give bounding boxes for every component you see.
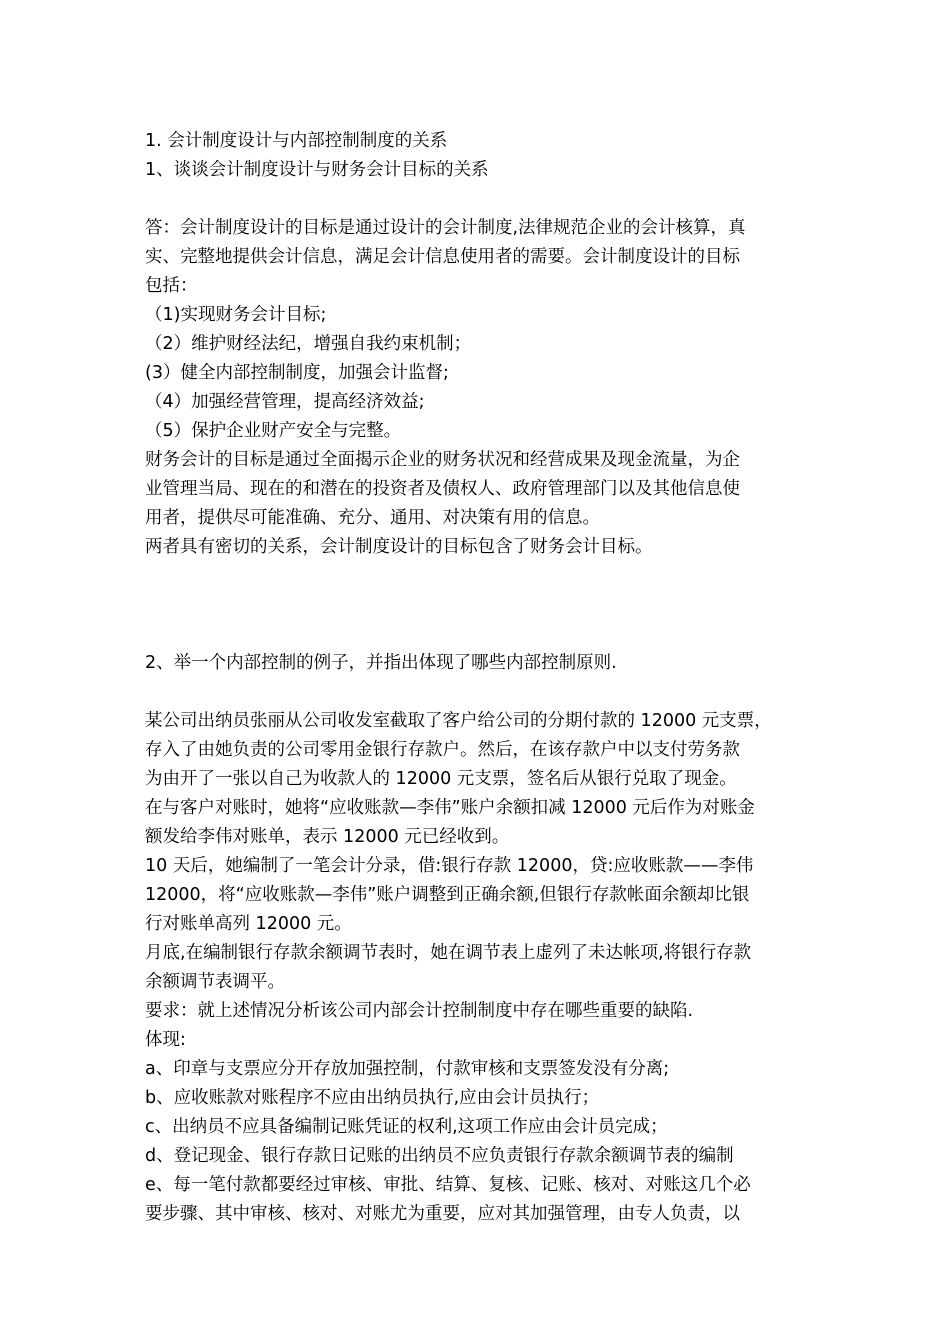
section-title: 1. 会计制度设计与内部控制制度的关系: [145, 131, 448, 151]
case-line: 行对账单高列 12000 元。: [145, 914, 352, 934]
case-line: 存入了由她负责的公司零用金银行存款户。然后，在该存款户中以支付劳务款: [145, 740, 740, 760]
goal-item: (3）健全内部控制制度，加强会计监督;: [145, 363, 449, 383]
question-1: 1、谈谈会计制度设计与财务会计目标的关系: [145, 160, 489, 180]
points-list: [145, 1055, 810, 1229]
financial-goal-paragraph: [145, 446, 810, 533]
point-item: 要步骤、其中审核、核对、对账尤为重要，应对其加强管理，由专人负责，以: [145, 1204, 740, 1224]
conclusion: 两者具有密切的关系，会计制度设计的目标包含了财务会计目标。: [145, 537, 653, 557]
document-body: [145, 127, 810, 1229]
goal-item: （2）维护财经法纪，增强自我约束机制；: [145, 334, 472, 354]
blank-space: [145, 562, 810, 649]
case-line: 某公司出纳员张丽从公司收发室截取了客户给公司的分期付款的 12000 元支票，: [145, 711, 772, 731]
goal-item: （1)实现财务会计目标;: [145, 305, 327, 325]
financial-goal-line: 财务会计的目标是通过全面揭示企业的财务状况和经营成果及现金流量，为企: [145, 450, 740, 470]
goals-list: [145, 301, 810, 446]
point-item: a、印章与支票应分开存放加强控制，付款审核和支票签发没有分离;: [145, 1059, 670, 1079]
requirement: 要求：就上述情况分析该公司内部会计控制制度中存在哪些重要的缺陷.: [145, 1001, 694, 1021]
case-line: 为由开了一张以自己为收款人的 12000 元支票，签名后从银行兑取了现金。: [145, 769, 737, 789]
goal-item: （5）保护企业财产安全与完整。: [145, 421, 402, 441]
case-line: 10 天后，她编制了一笔会计分录，借:银行存款 12000，贷:应收账款——李伟: [145, 856, 754, 876]
financial-goal-line: 业管理当局、现在的和潜在的投资者及债权人、政府管理部门以及其他信息使: [145, 479, 740, 499]
question-2: 2、举一个内部控制的例子，并指出体现了哪些内部控制原则.: [145, 653, 617, 673]
blank-line: [145, 185, 810, 214]
blank-line: [145, 678, 810, 707]
goal-item: （4）加强经营管理，提高经济效益;: [145, 392, 425, 412]
case-line: 额发给李伟对账单，表示 12000 元已经收到。: [145, 827, 510, 847]
case-line: 余额调节表调平。: [145, 972, 285, 992]
financial-goal-line: 用者，提供尽可能准确、充分、通用、对决策有用的信息。: [145, 508, 600, 528]
case-line: 在与客户对账时，她将“应收账款—李伟”账户余额扣减 12000 元后作为对账金: [145, 798, 755, 818]
case-paragraph: [145, 707, 810, 997]
point-item: b、应收账款对账程序不应由出纳员执行,应由会计员执行；: [145, 1088, 600, 1108]
point-item: e、每一笔付款都要经过审核、审批、结算、复核、记账、核对、对账这几个必: [145, 1175, 751, 1195]
case-line: 月底,在编制银行存款余额调节表时，她在调节表上虚列了未达帐项,将银行存款: [145, 943, 752, 963]
answer-line: 包括：: [145, 276, 198, 296]
case-line: 12000，将“应收账款—李伟”账户调整到正确余额,但银行存款帐面余额却比银: [145, 885, 750, 905]
reflect-label: 体现:: [145, 1030, 186, 1050]
answer-line: 实、完整地提供会计信息，满足会计信息使用者的需要。会计制度设计的目标: [145, 247, 740, 267]
point-item: d、登记现金、银行存款日记账的出纳员不应负责银行存款余额调节表的编制: [145, 1146, 734, 1166]
answer-paragraph: [145, 214, 810, 301]
answer-line: 答：会计制度设计的目标是通过设计的会计制度,法律规范企业的会计核算，真: [145, 218, 746, 238]
point-item: c、出纳员不应具备编制记账凭证的权利,这项工作应由会计员完成；: [145, 1117, 668, 1137]
